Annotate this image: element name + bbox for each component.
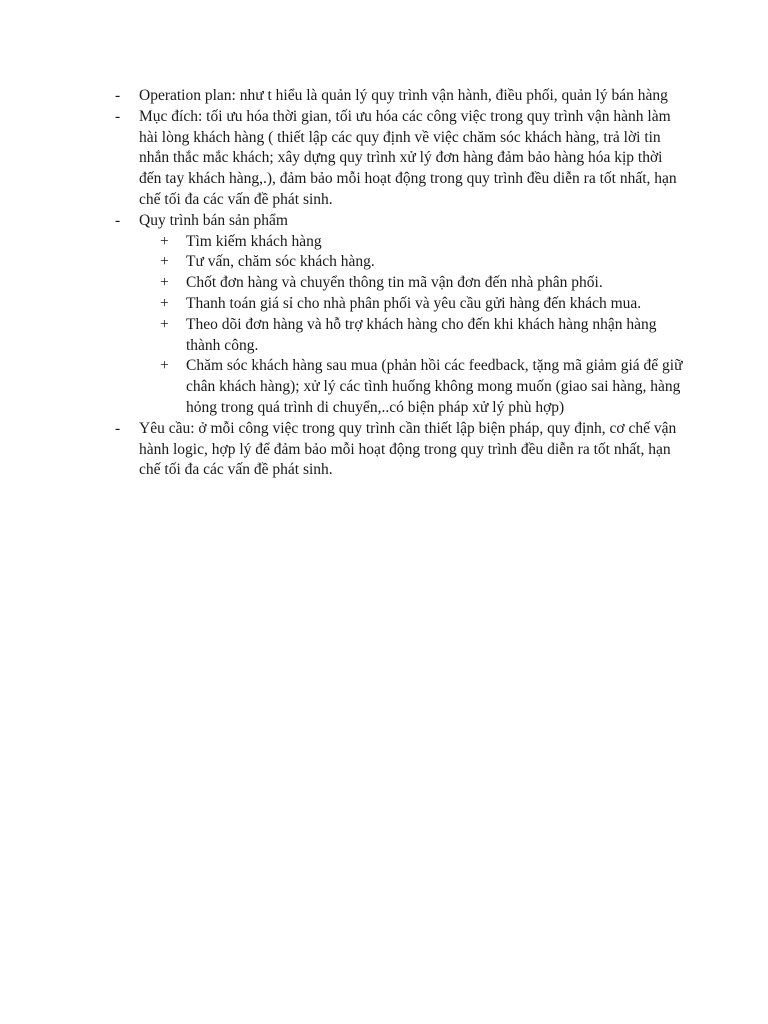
list-item-sales-process [113,211,683,232]
list-item-text: Yêu cầu: ở mỗi công việc trong quy trình cần thiết lập biện pháp, quy định, cơ chế vận hành logic, hợp lý để đảm bảo mỗi hoạt động trong quy trình đều diễn ra tốt nhất, hạn chế tối đa các vấn đề phát sinh. [139,419,677,479]
sub-list-item-text: Tìm kiếm khách hàng [186,232,322,250]
sub-list-item-text: Chăm sóc khách hàng sau mua (phản hồi các feedback, tặng mã giảm giá để giữ chân khách hàng); xử lý các tình huống không mong muốn (giao sai hàng, hàng hỏng trong quá trình di chuyển,..có biện pháp xử lý phù hợp) [186,357,683,416]
sub-list-item [160,252,683,273]
sub-list-item [160,232,683,253]
plus-bullet: + [160,294,169,312]
plus-bullet: + [160,232,169,250]
sub-list-item-text: Tư vấn, chăm sóc khách hàng. [186,253,375,271]
list-item-operation-plan [113,86,683,107]
dash-bullet: - [115,419,121,437]
list-item-text: Quy trình bán sản phẩm [139,211,288,229]
plus-bullet: + [160,274,169,292]
sub-list-item-text: Chốt đơn hàng và chuyển thông tin mã vận đơn đến nhà phân phối. [186,274,603,292]
list-item-text: Operation plan: như t hiểu là quản lý quy trình vận hành, điều phối, quản lý bán hàng [139,87,668,104]
dash-bullet: - [115,211,121,229]
plus-bullet: + [160,357,169,375]
document-body [113,86,683,481]
sub-list-item-text: Theo dõi đơn hàng và hỗ trợ khách hàng cho đến khi khách hàng nhận hàng thành công. [186,315,657,354]
list-item-text: Mục đích: tối ưu hóa thời gian, tối ưu hóa các công việc trong quy trình vận hành làm hài lòng khách hàng ( thiết lập các quy định về việc chăm sóc khách hàng, trả lời tin nhắn thắc mắc khách; xây dựng quy trình xử lý đơn hàng đảm bảo hàng hóa kịp thời đến tay khách hàng,.), đảm bảo mỗi hoạt động trong quy trình đều diễn ra tốt nhất, hạn chế tối đa các vấn đề phát sinh. [139,107,677,208]
sub-list-item [160,273,683,294]
plus-bullet: + [160,315,169,333]
list-item-requirements [113,419,683,481]
dash-bullet: - [115,107,121,125]
dash-bullet: - [115,87,121,104]
sub-list-item-text: Thanh toán giá sỉ cho nhà phân phối và yêu cầu gửi hàng đến khách mua. [186,294,642,312]
list-item-purpose [113,107,683,211]
plus-bullet: + [160,253,169,271]
sub-list [160,232,683,419]
sub-list-item [160,356,683,418]
sub-list-item [160,294,683,315]
sub-list-item [160,315,683,357]
